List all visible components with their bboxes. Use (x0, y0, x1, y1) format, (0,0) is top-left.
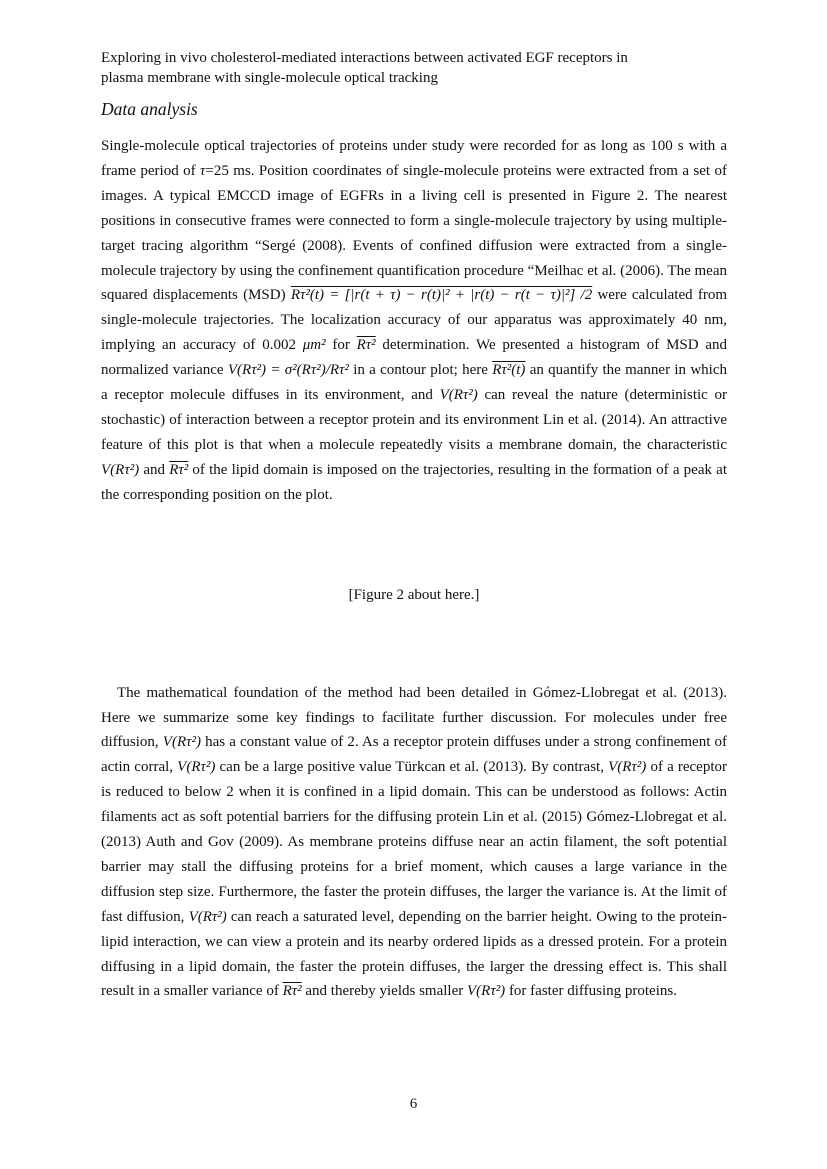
figure-placeholder: [Figure 2 about here.] (348, 586, 480, 603)
text-run: in a contour plot; here (348, 362, 493, 379)
text-run: determination. We presented a histogram of MSD and normalized variance (101, 337, 728, 379)
math-r2t: Rτ²(t) (492, 362, 526, 379)
math-vr2: V(Rτ²) (439, 387, 478, 404)
paragraph-mathematical-foundation (101, 681, 727, 1005)
math-vr2: V(Rτ²) (162, 734, 201, 751)
math-vr2: V(Rτ²) (101, 461, 140, 478)
text-run: of a receptor is reduced to below 2 when it is confined in a lipid domain. This can be understood as follows: Actin filaments act as soft potential barriers for the diffusing protein Lin et al. (2015) Gómez-Llobregat et al. (2013) Auth and Gov (2009). As membrane proteins diffuse near an actin filament, the soft potential barrier may stall the diffusing proteins for a brief moment, which causes a large variance in the diffusion step size. Furthermore, the faster the protein diffuses, the larger the variance is. At the limit of fast diffusion, (101, 759, 728, 925)
text-run: were calculated from single-molecule trajectories. The localization accuracy of our apparatus was approximately 40 nm, implying an accuracy of 0.002 (101, 287, 728, 354)
text-run: can reach a saturated level, depending on the barrier height. Owing to the protein-lipid interaction, we can view a protein and its nearby ordered lipids as a dressed protein. For a protein diffusing in a lipid domain, the faster the protein diffuses, the larger the dressing effect is. This shall result in a smaller variance of (101, 908, 727, 1000)
math-r2: Rτ² (356, 337, 376, 354)
text-run: for faster diffusing proteins. (505, 983, 677, 1000)
paragraph-data-analysis (101, 134, 727, 508)
header-line-1: Exploring in vivo cholesterol-mediated interactions between activated EGF receptors in (101, 50, 628, 66)
math-r2: Rτ² (282, 983, 302, 1000)
text-run: has a constant value of 2. As a receptor protein diffuses under a strong confinement of actin corral, (101, 734, 727, 776)
text-run: for (325, 337, 357, 354)
text-run: can be a large positive value Türkcan et al. (2013). By contrast, (215, 759, 609, 776)
math-vr2: V(Rτ²) (608, 759, 647, 776)
text-run: =25 ms. Position coordinates of single-molecule proteins were extracted from a set of images. A typical EMCCD image of EGFRs in a living cell is presented in Figure 2. The nearest positions in consecutive frames were connected to form a single-molecule trajectory by using multiple-target tracing algorithm “Sergé (2008). Events of confined diffusion were extracted from a single-molecule trajectory by using the confinement quantification procedure “Meilhac et al. (2006). The mean squared displacements (MSD) (101, 162, 727, 304)
text-run: can reveal the nature (deterministic or stochastic) of interaction between a receptor protein and its environment Lin et al. (2014). An attractive feature of this plot is that when a molecule repeatedly visits a membrane domain, the characteristic (101, 387, 727, 453)
math-tau: τ (200, 162, 206, 179)
page-number: 6 (409, 1096, 418, 1112)
math-vr2: V(Rτ²) (177, 759, 216, 776)
math-vr2: V(Rτ²) (467, 983, 506, 1000)
math-vr2: V(Rτ²) (188, 908, 227, 925)
text-run: Single-molecule optical trajectories of proteins under study were recorded for as long as 100 s with a frame period of (101, 138, 727, 179)
math-r2: Rτ² (169, 461, 189, 478)
running-header (101, 48, 727, 88)
section-title: Data analysis (101, 99, 198, 119)
math-unit: μm² (302, 337, 326, 354)
header-line-2: plasma membrane with single-molecule optical tracking (101, 70, 438, 86)
text-run: and thereby yields smaller (301, 983, 467, 1000)
math-msd-formula: Rτ²(t) = [|r(t + τ) − r(t)|² + |r(t) − r(t − τ)|²] /2 (290, 287, 593, 304)
page-body (101, 48, 727, 1004)
math-variance-formula: V(Rτ²) = σ²(Rτ²)/Rτ² (227, 362, 349, 379)
text-run: of the lipid domain is imposed on the trajectories, resulting in the formation of a peak at the corresponding position on the plot. (101, 461, 727, 503)
text-run: an quantify the manner in which a receptor molecule diffuses in its environment, and (101, 362, 727, 404)
text-run: and (139, 461, 170, 478)
text-run: The mathematical foundation of the method had been detailed in Gómez-Llobregat et al. (2013). Here we summarize some key findings to facilitate further discussion. For molecules under free diffusion, (101, 684, 727, 751)
